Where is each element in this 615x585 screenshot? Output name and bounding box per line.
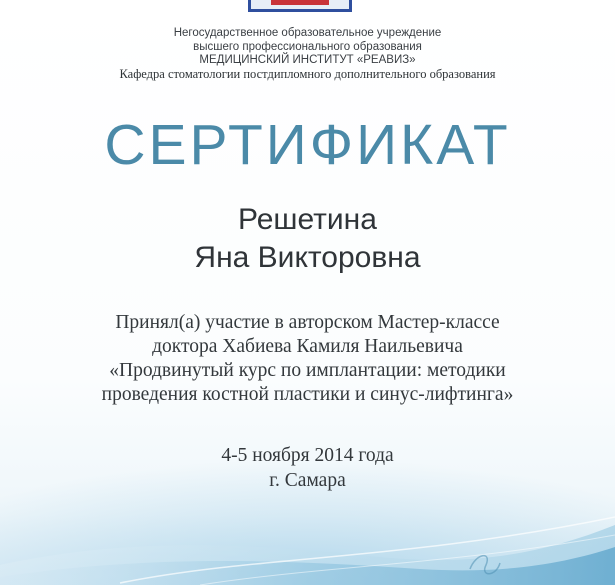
body-line-4: проведения костной пластики и синус-лифтинга»: [101, 384, 514, 405]
certificate-body: [0, 311, 615, 407]
body-line-3: «Продвинутый курс по имплантации: методики: [109, 360, 506, 381]
decorative-wave: [0, 465, 615, 585]
header-line-3: МЕДИЦИНСКИЙ ИНСТИТУТ «РЕАВИЗ»: [199, 54, 416, 66]
event-place: г. Самара: [269, 470, 346, 491]
recipient-surname: Решетина: [238, 203, 377, 236]
recipient-given-names: Яна Викторовна: [194, 241, 421, 274]
event-date: 4-5 ноября 2014 года: [221, 445, 394, 466]
header-line-2: высшего профессионального образования: [193, 40, 422, 53]
certificate-title: СЕРТИФИКАТ: [104, 113, 511, 177]
header-line-4: Кафедра стоматологии постдипломного дополнительного образования: [119, 66, 496, 81]
institution-header: [0, 27, 615, 81]
institute-emblem: [248, 0, 352, 12]
body-line-1: Принял(а) участие в авторском Мастер-классе: [115, 312, 500, 333]
header-line-1: Негосударственное образовательное учреждение: [173, 27, 442, 39]
body-line-2: доктора Хабиева Камиля Наильевича: [152, 336, 463, 357]
recipient-name: [0, 201, 615, 277]
